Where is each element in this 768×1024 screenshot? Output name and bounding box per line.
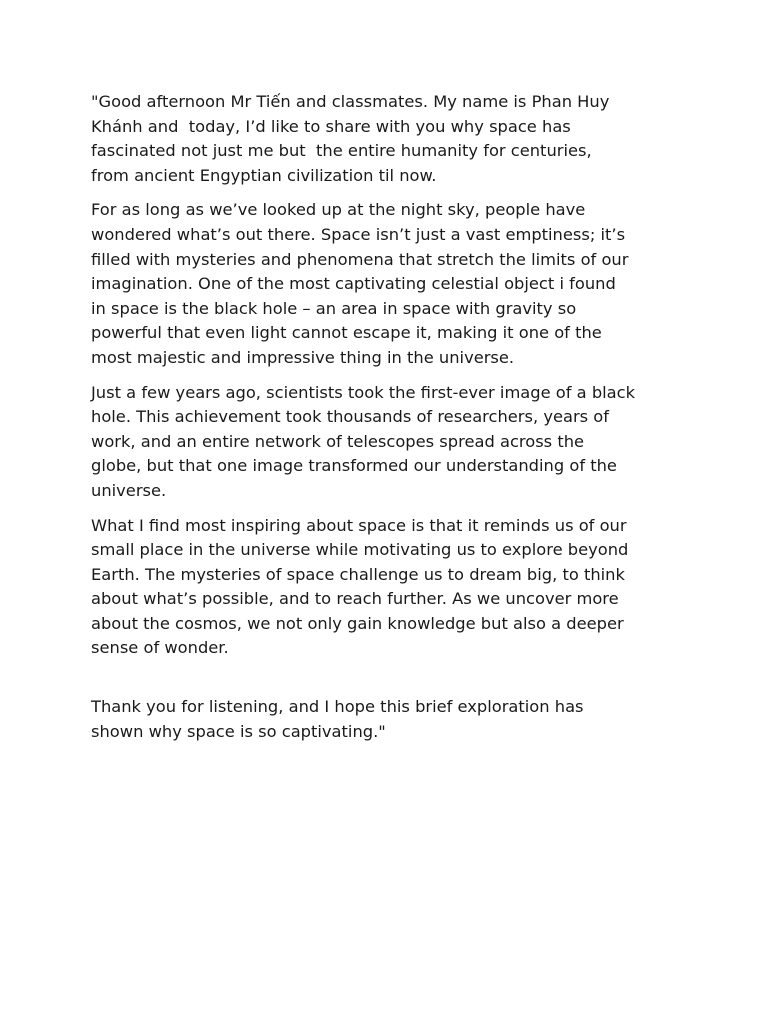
paragraph-spacer [91,671,691,695]
text-line: fascinated not just me but the entire humanity for centuries, [91,141,592,161]
text-line: What I find most inspiring about space is that it reminds us of our [91,515,627,535]
document-body [91,90,691,754]
text-line: Thank you for listening, and I hope this brief exploration has [91,697,584,717]
text-line: universe. [91,480,167,500]
text-line: hole. This achievement took thousands of researchers, years of [91,407,609,427]
paragraph-closing [91,695,691,744]
text-line: powerful that even light cannot escape it, making it one of the [91,323,602,343]
text-line: in space is the black hole – an area in space with gravity so [91,298,577,318]
text-line: Just a few years ago, scientists took the first-ever image of a black [91,382,636,402]
text-line: globe, but that one image transformed our understanding of the [91,456,617,476]
text-line: work, and an entire network of telescopes spread across the [91,431,585,451]
text-line: Khánh and today, I’d like to share with you why space has [91,116,571,136]
text-line: from ancient Engyptian civilization til now. [91,165,437,185]
text-line: shown why space is so captivating." [91,721,386,741]
text-line: imagination. One of the most captivating celestial object i found [91,274,616,294]
text-line: Earth. The mysteries of space challenge us to dream big, to think [91,564,625,584]
text-line: small place in the universe while motivating us to explore beyond [91,540,629,560]
text-line: about what’s possible, and to reach further. As we uncover more [91,589,619,609]
text-line: sense of wonder. [91,638,229,658]
paragraph-night-sky [91,198,691,370]
paragraph-black-hole-image [91,381,691,504]
text-line: filled with mysteries and phenomena that stretch the limits of our [91,249,629,269]
paragraph-greeting [91,90,691,188]
text-line: most majestic and impressive thing in the universe. [91,347,515,367]
text-line: "Good afternoon Mr Tiến and classmates. My name is Phan Huy [91,92,610,111]
text-line: wondered what’s out there. Space isn’t just a vast emptiness; it’s [91,224,626,244]
text-line: about the cosmos, we not only gain knowledge but also a deeper [91,613,624,633]
text-line: For as long as we’ve looked up at the night sky, people have [91,200,586,220]
paragraph-inspiration [91,514,691,662]
